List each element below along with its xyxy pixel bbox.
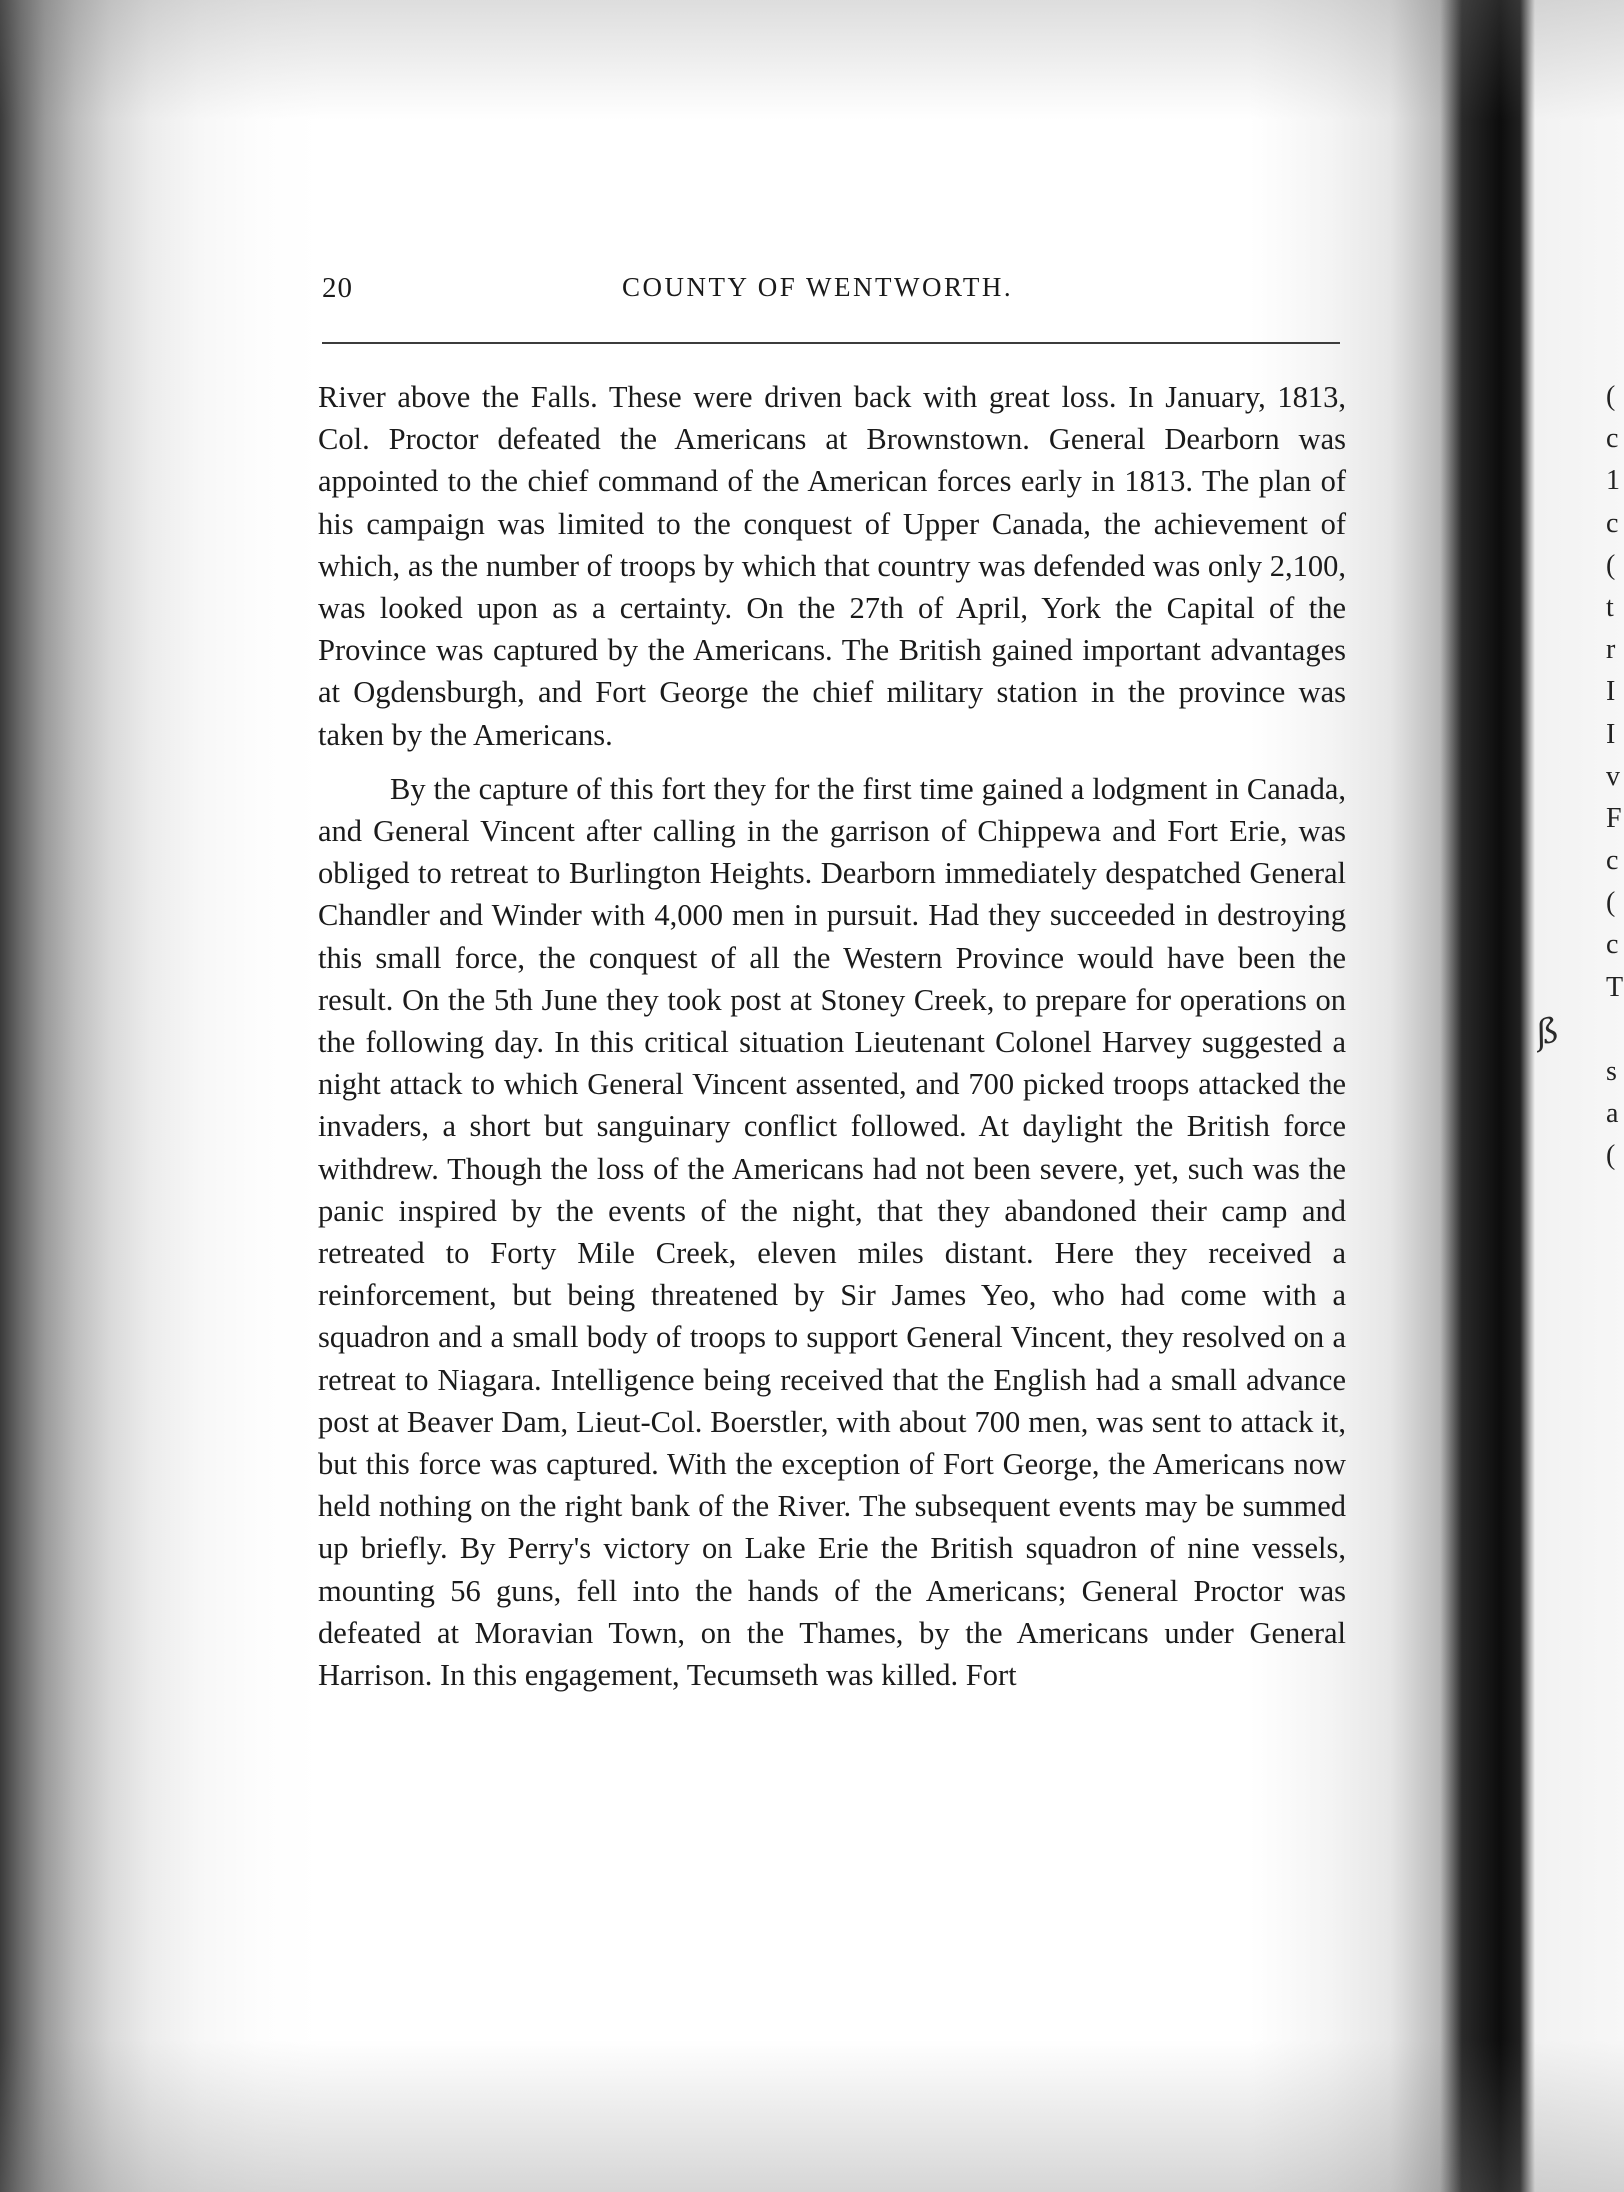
bottom-shadow [0, 2040, 1624, 2192]
fragment-letter: ( [1606, 1140, 1616, 1172]
fragment-letter: r [1606, 634, 1616, 666]
fragment-letter: I [1606, 718, 1616, 750]
fragment-letter: T [1606, 971, 1624, 1003]
fragment-letter: c [1606, 929, 1619, 961]
fragment-letter: v [1606, 760, 1620, 792]
fragment-letter: a [1606, 1098, 1619, 1130]
fragment-letter: 1 [1606, 465, 1620, 497]
fragment-letter: I [1606, 676, 1616, 708]
fragment-letter: ( [1606, 887, 1616, 919]
adjacent-page-fragment [1606, 376, 1624, 1178]
page-header [322, 272, 1342, 312]
header-rule [322, 342, 1340, 344]
fragment-letter: ( [1606, 549, 1616, 581]
handwritten-margin-note: ß [1532, 1010, 1563, 1054]
fragment-letter: F [1606, 802, 1622, 834]
running-head: COUNTY OF WENTWORTH. [622, 272, 1014, 302]
fragment-letter: ( [1606, 381, 1616, 412]
page-number: 20 [322, 272, 353, 304]
fragment-letter: c [1606, 507, 1619, 539]
top-shadow [0, 0, 1624, 120]
fragment-letter: c [1606, 845, 1619, 877]
fragment-letter: s [1606, 1056, 1617, 1087]
paragraph-2: By the capture of this fort they for the first time gained a lodgment in Canada, and General Vincent after calling in the garrison of Chippewa and Fort Erie, was obliged to retreat to Burlington Heights. Dearborn immediately despatched General Chandler and Winder with 4,000 men in pursuit. Had they succeeded in destroying this small force, the conquest of all the Western Province would have been the result. On the 5th June they took post at Stoney Creek, to prepare for operations on the following day. In this critical situation Lieutenant Colonel Harvey suggested a night attack to which General Vincent assented, and 700 picked troops attacked the invaders, a short but sanguinary conflict followed. At daylight the British force withdrew. Though the loss of the Americans had not been severe, yet, such was the panic inspired by the events of the night, that they abandoned their camp and retreated to Forty Mile Creek, eleven miles distant. Here they received a reinforcement, but being threatened by Sir James Yeo, who had come with a squadron and a small body of troops to support General Vincent, they resolved on a retreat to Niagara. Intelligence being received that the English had a small advance post at Beaver Dam, Lieut-Col. Boerstler, with about 700 men, was sent to attack it, but this force was captured. With the exception of Fort George, the Americans now held nothing on the right bank of the River. The subsequent events may be summed up briefly. By Perry's victory on Lake Erie the British squadron of nine vessels, mounting 56 guns, fell into the hands of the Americans; General Proctor was defeated at Moravian Town, on the Thames, by the Americans under General Harrison. In this engagement, Tecumseth was killed. Fort [318, 771, 1346, 1693]
paragraph-1: River above the Falls. These were driven back with great loss. In January, 1813, Col. Proctor defeated the Americans at Brownstown. General Dearborn was appointed to the chief command of the American forces early in 1813. The plan of his campaign was limited to the conquest of Upper Canada, the achievement of which, as the number of troops by which that country was defended was only 2,100, was looked upon as a certainty. On the 27th of April, York the Capital of the Province was captured by the Americans. The British gained important advantages at Ogdensburgh, and Fort George the chief military station in the province was taken by the Americans. [318, 380, 1346, 752]
fragment-letter: t [1606, 591, 1614, 623]
body-text [318, 376, 1346, 1696]
fragment-letter: c [1606, 423, 1619, 455]
fragment-letter [1606, 1009, 1624, 1051]
